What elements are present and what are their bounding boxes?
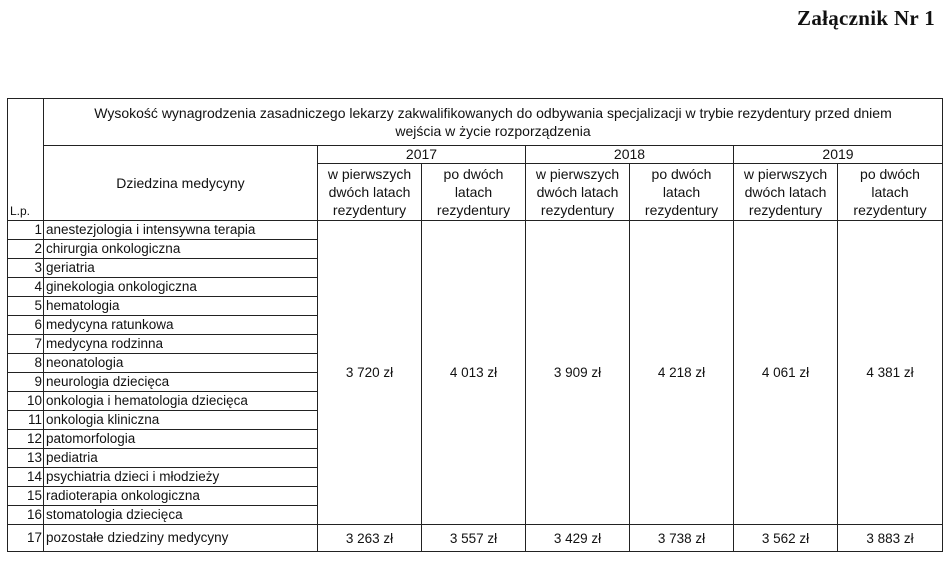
row-field-name: medycyna rodzinna	[44, 335, 318, 354]
row-number: 13	[8, 449, 44, 468]
group-value-2019-after: 4 381 zł	[838, 221, 943, 525]
period-header-after-2017: po dwóch latach rezydentury	[422, 164, 526, 221]
row-field-name: radioterapia onkologiczna	[44, 487, 318, 506]
header-row-years	[8, 146, 943, 164]
row-number: 17	[8, 525, 44, 552]
row-number: 7	[8, 335, 44, 354]
row-field-name: ginekologia onkologiczna	[44, 278, 318, 297]
value-2018-after: 3 738 zł	[630, 525, 734, 552]
table-body	[8, 221, 943, 552]
row-field-name: anestezjologia i intensywna terapia	[44, 221, 318, 240]
year-header-2018: 2018	[526, 146, 734, 164]
row-number: 5	[8, 297, 44, 316]
row-number: 16	[8, 506, 44, 525]
row-number: 1	[8, 221, 44, 240]
period-header-first-2017: w pierwszych dwóch latach rezydentury	[318, 164, 422, 221]
row-field-name: geriatria	[44, 259, 318, 278]
period-header-first-2019: w pierwszych dwóch latach rezydentury	[734, 164, 838, 221]
row-number: 11	[8, 411, 44, 430]
field-header: Dziedzina medycyny	[44, 146, 318, 221]
period-header-after-2019: po dwóch latach rezydentury	[838, 164, 943, 221]
lp-header: L.p.	[8, 99, 44, 221]
row-number: 8	[8, 354, 44, 373]
row-number: 4	[8, 278, 44, 297]
row-field-name: onkologia kliniczna	[44, 411, 318, 430]
row-field-name: patomorfologia	[44, 430, 318, 449]
row-number: 15	[8, 487, 44, 506]
group-value-2019-first: 4 061 zł	[734, 221, 838, 525]
group-value-2017-after: 4 013 zł	[422, 221, 526, 525]
row-field-name: pozostałe dziedziny medycyny	[44, 525, 318, 552]
value-2019-first: 3 562 zł	[734, 525, 838, 552]
row-field-name: medycyna ratunkowa	[44, 316, 318, 335]
value-2018-first: 3 429 zł	[526, 525, 630, 552]
salary-table	[7, 98, 943, 552]
value-2017-first: 3 263 zł	[318, 525, 422, 552]
table-row-17	[8, 525, 943, 552]
row-number: 10	[8, 392, 44, 411]
group-value-2018-after: 4 218 zł	[630, 221, 734, 525]
group-value-2018-first: 3 909 zł	[526, 221, 630, 525]
value-2017-after: 3 557 zł	[422, 525, 526, 552]
period-header-after-2018: po dwóch latach rezydentury	[630, 164, 734, 221]
row-number: 2	[8, 240, 44, 259]
row-field-name: chirurgia onkologiczna	[44, 240, 318, 259]
year-header-2019: 2019	[734, 146, 943, 164]
group-value-2017-first: 3 720 zł	[318, 221, 422, 525]
row-number: 12	[8, 430, 44, 449]
row-number: 3	[8, 259, 44, 278]
year-header-2017: 2017	[318, 146, 526, 164]
table-row-1	[8, 221, 943, 240]
row-field-name: neurologia dziecięca	[44, 373, 318, 392]
row-number: 14	[8, 468, 44, 487]
row-field-name: stomatologia dziecięca	[44, 506, 318, 525]
row-number: 6	[8, 316, 44, 335]
value-2019-after: 3 883 zł	[838, 525, 943, 552]
period-header-first-2018: w pierwszych dwóch latach rezydentury	[526, 164, 630, 221]
header-row-main	[8, 99, 943, 146]
annex-title: Załącznik Nr 1	[797, 6, 935, 30]
row-field-name: onkologia i hematologia dziecięca	[44, 392, 318, 411]
row-field-name: psychiatria dzieci i młodzieży	[44, 468, 318, 487]
main-header: Wysokość wynagrodzenia zasadniczego lekarzy zakwalifikowanych do odbywania specjalizacji w trybie rezydentury przed dniem wejścia w życie rozporządzenia	[44, 99, 943, 146]
row-field-name: pediatria	[44, 449, 318, 468]
row-field-name: neonatologia	[44, 354, 318, 373]
row-number: 9	[8, 373, 44, 392]
row-field-name: hematologia	[44, 297, 318, 316]
